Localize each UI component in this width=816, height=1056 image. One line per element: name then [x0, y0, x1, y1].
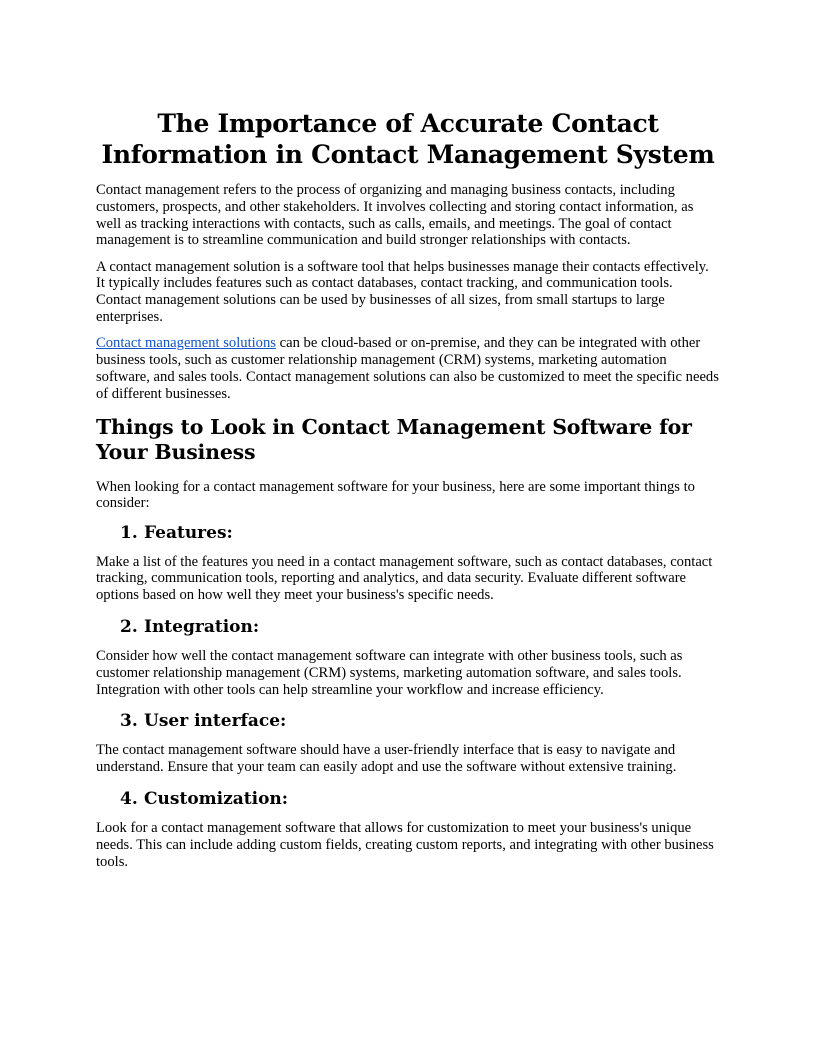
- section-lead: When looking for a contact management software for your business, here are some important things to consider:: [96, 478, 695, 512]
- item-body-customization: Look for a contact management software that allows for customization to meet your business's unique needs. This can include adding custom fields, creating custom reports, and integrating with other business tools.: [96, 820, 714, 870]
- document-title: The Importance of Accurate Contact Information in Contact Management System: [101, 109, 715, 169]
- item-title: Customization:: [144, 789, 289, 810]
- document-page: [96, 108, 720, 882]
- item-body-features: Make a list of the features you need in a contact management software, such as contact databases, contact tracking, communication tools, reporting and analytics, and data security. Evaluate different software options based on how well they meet your business's specific needs.: [96, 553, 713, 604]
- intro-paragraph-1: Contact management refers to the process of organizing and managing business contacts, including customers, prospects, and other stakeholders. It involves collecting and storing contact information, as well as tracking interactions with contacts, such as calls, emails, and meetings. The goal of contact management is to streamline communication and build stronger relationships with contacts.: [96, 182, 694, 249]
- item-body-user-interface: The contact management software should have a user-friendly interface that is easy to navigate and understand. Ensure that your team can easily adopt and use the software without extensive training.: [96, 742, 677, 776]
- item-number: 3.: [120, 711, 138, 732]
- item-number: 1.: [120, 522, 138, 543]
- item-heading-integration: [96, 616, 720, 638]
- item-number: 4.: [120, 789, 138, 810]
- linked-paragraph: [96, 335, 720, 402]
- contact-management-solutions-link[interactable]: Contact management solutions: [96, 335, 276, 352]
- section-heading: Things to Look in Contact Management Software for Your Business: [96, 414, 692, 464]
- item-title: Integration:: [144, 617, 260, 638]
- item-number: 2.: [120, 617, 138, 638]
- intro-paragraph-2: A contact management solution is a software tool that helps businesses manage their contacts effectively. It typically includes features such as contact databases, contact tracking, and communication tools. Contact management solutions can be used by businesses of all sizes, from small startups to large enterprises.: [96, 258, 709, 326]
- item-title: User interface:: [144, 711, 287, 732]
- item-title: Features:: [144, 522, 233, 543]
- item-heading-user-interface: [96, 710, 720, 732]
- linked-paragraph-text: can be cloud-based or on-premise, and they can be integrated with other business tools, such as customer relationship management (CRM) systems, marketing automation software, and sales tools. Contact management solutions can also be customized to meet the specific needs of different businesses.: [96, 335, 719, 402]
- item-body-integration: Consider how well the contact management software can integrate with other business tools, such as customer relationship management (CRM) systems, marketing automation software, and sales tools. Integration with other tools can help streamline your workflow and increase efficiency.: [96, 648, 683, 698]
- item-heading-features: [96, 522, 720, 544]
- item-heading-customization: [96, 788, 720, 810]
